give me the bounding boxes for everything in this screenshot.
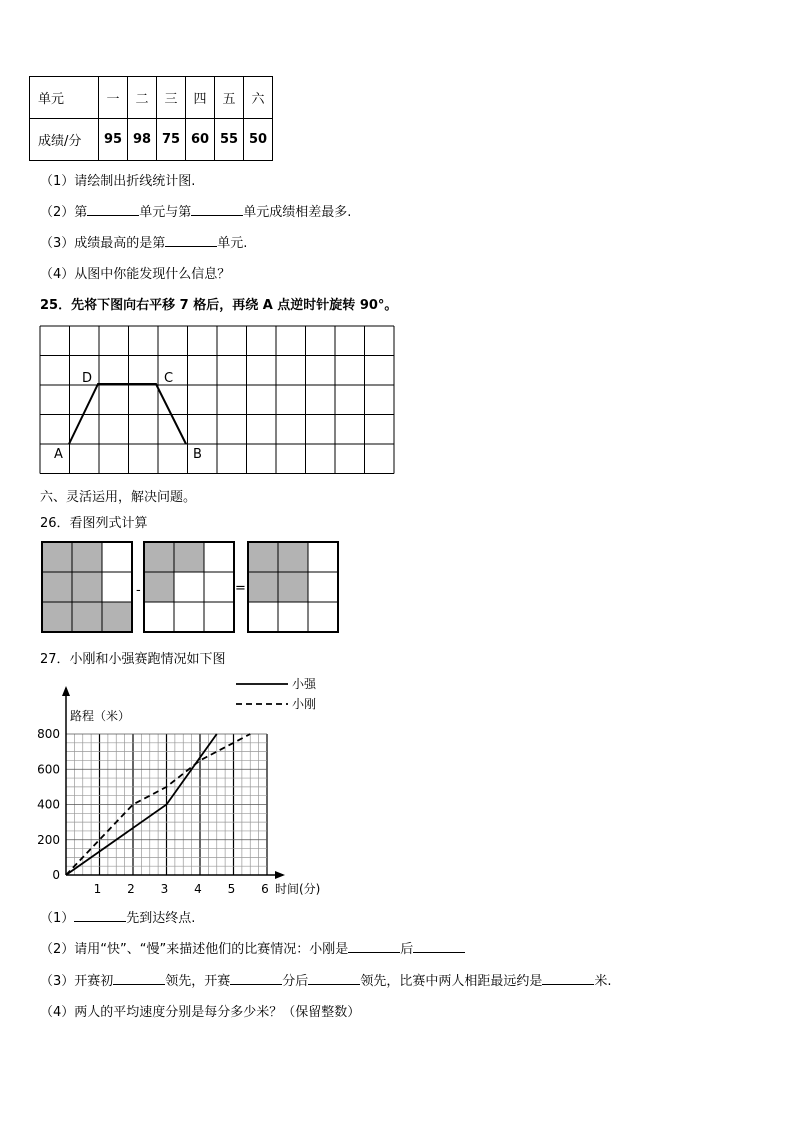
row-header-score: 成绩/分 (30, 119, 99, 161)
blank-cell (248, 602, 278, 632)
table-cell: 55 (215, 119, 244, 161)
table-cell: 95 (99, 119, 128, 161)
section-heading: 六、灵活运用，解决问题。 (40, 490, 197, 505)
equals-sign: = (235, 581, 246, 596)
answer-blank[interactable] (87, 203, 139, 216)
shaded-cell (248, 572, 278, 602)
q27-sub1 (40, 907, 195, 926)
q24-sub3-text-b: 单元. (217, 236, 248, 251)
q27-title: 27．小刚和小强赛跑情况如下图 (40, 652, 226, 667)
minus-sign: - (136, 583, 141, 598)
q24-sub2-text-b: 单元与第 (139, 205, 192, 220)
point-label-b: B (193, 447, 202, 462)
blank-cell (308, 572, 338, 602)
x-tick-label: 1 (93, 882, 102, 896)
y-axis-label: 路程（米） (70, 709, 131, 723)
q24-sub2-text-a: （2）第 (40, 205, 88, 220)
blank-cell (308, 542, 338, 572)
point-label-d: D (82, 371, 93, 386)
shaded-cell (102, 602, 132, 632)
answer-blank[interactable] (542, 972, 594, 985)
q27-sub4: （4）两人的平均速度分别是每分多少米？（保留整数） (40, 1005, 361, 1020)
shaded-cell (72, 572, 102, 602)
x-tick-label: 6 (261, 882, 269, 896)
table-cell: 二 (128, 77, 157, 119)
q27-sub3-text-a: （3）开赛初 (40, 974, 114, 989)
shaded-cell (42, 602, 72, 632)
q27-sub2 (40, 938, 465, 957)
y-tick-label: 400 (37, 797, 60, 812)
q24-sub1: （1）请绘制出折线统计图. (40, 174, 196, 189)
answer-blank[interactable] (308, 972, 360, 985)
q26-fraction-figures (40, 540, 345, 636)
blank-cell (102, 572, 132, 602)
x-axis-arrow (275, 871, 285, 879)
q24-sub3-text-a: （3）成绩最高的是第 (40, 236, 166, 251)
q25-title: 25．先将下图向右平移 7 格后，再绕 A 点逆时针旋转 90°。 (40, 298, 398, 313)
x-axis-label: 时间(分) (275, 882, 321, 896)
answer-blank[interactable] (230, 972, 282, 985)
answer-blank[interactable] (165, 234, 217, 247)
q25-grid-figure (36, 322, 396, 478)
answer-blank[interactable] (113, 972, 165, 985)
shaded-cell (72, 602, 102, 632)
q27-sub1-text-a: （1） (40, 911, 75, 926)
blank-cell (102, 542, 132, 572)
point-label-c: C (164, 371, 174, 386)
q27-sub3 (40, 970, 611, 989)
shaded-cell (248, 542, 278, 572)
q24-sub2 (40, 201, 351, 220)
x-tick-label: 3 (160, 882, 169, 896)
shaded-cell (278, 572, 308, 602)
chart-plot-area (37, 677, 320, 896)
blank-cell (174, 602, 204, 632)
blank-cell (278, 602, 308, 632)
table-cell: 一 (99, 77, 128, 119)
table-cell: 六 (244, 77, 273, 119)
q26-title: 26．看图列式计算 (40, 516, 148, 531)
y-tick-label: 600 (37, 762, 60, 777)
q27-sub3-text-e: 米. (594, 974, 612, 989)
q27-sub3-text-d: 领先，比赛中两人相距最远约是 (360, 974, 543, 989)
answer-blank[interactable] (191, 203, 243, 216)
x-tick-label: 2 (127, 882, 135, 896)
q24-sub4: （4）从图中你能发现什么信息？ (40, 267, 231, 282)
q27-sub2-text-a: （2）请用“快”、“慢”来描述他们的比赛情况：小刚是 (40, 942, 349, 957)
blank-cell (204, 542, 234, 572)
q27-sub2-text-b: 后 (400, 942, 414, 957)
shaded-cell (42, 542, 72, 572)
shaded-cell (144, 572, 174, 602)
y-tick-label: 200 (37, 832, 60, 847)
q27-sub3-text-c: 分后 (282, 974, 309, 989)
y-axis-arrow (62, 686, 70, 696)
shaded-cell (42, 572, 72, 602)
legend-label: 小强 (292, 677, 317, 691)
shaded-cell (72, 542, 102, 572)
answer-blank[interactable] (74, 909, 126, 922)
x-tick-label: 4 (194, 882, 202, 896)
table-cell: 四 (186, 77, 215, 119)
square-grid (40, 326, 394, 474)
blank-cell (204, 602, 234, 632)
q27-sub1-text-b: 先到达终点. (126, 911, 196, 926)
fraction-grids (42, 542, 338, 632)
table-cell: 75 (157, 119, 186, 161)
blank-cell (204, 572, 234, 602)
shaded-cell (278, 542, 308, 572)
table-cell: 60 (186, 119, 215, 161)
blank-cell (308, 602, 338, 632)
shaded-cell (144, 542, 174, 572)
row-header-unit: 单元 (30, 77, 99, 119)
table-row (30, 77, 273, 119)
table-row (30, 119, 273, 161)
score-table (29, 76, 273, 161)
q24-sub3 (40, 232, 247, 251)
blank-cell (174, 572, 204, 602)
point-label-a: A (54, 447, 63, 462)
answer-blank[interactable] (348, 940, 400, 953)
y-tick-label: 800 (37, 727, 60, 741)
legend-label: 小刚 (292, 697, 317, 711)
race-line-chart (26, 672, 346, 897)
q24-sub2-text-c: 单元成绩相差最多. (243, 205, 352, 220)
shaded-cell (174, 542, 204, 572)
blank-cell (144, 602, 174, 632)
y-tick-label: 0 (52, 868, 60, 882)
answer-blank[interactable] (413, 940, 465, 953)
x-tick-label: 5 (227, 882, 236, 896)
q27-sub3-text-b: 领先，开赛 (165, 974, 231, 989)
table-cell: 50 (244, 119, 273, 161)
table-cell: 98 (128, 119, 157, 161)
table-cell: 三 (157, 77, 186, 119)
table-cell: 五 (215, 77, 244, 119)
